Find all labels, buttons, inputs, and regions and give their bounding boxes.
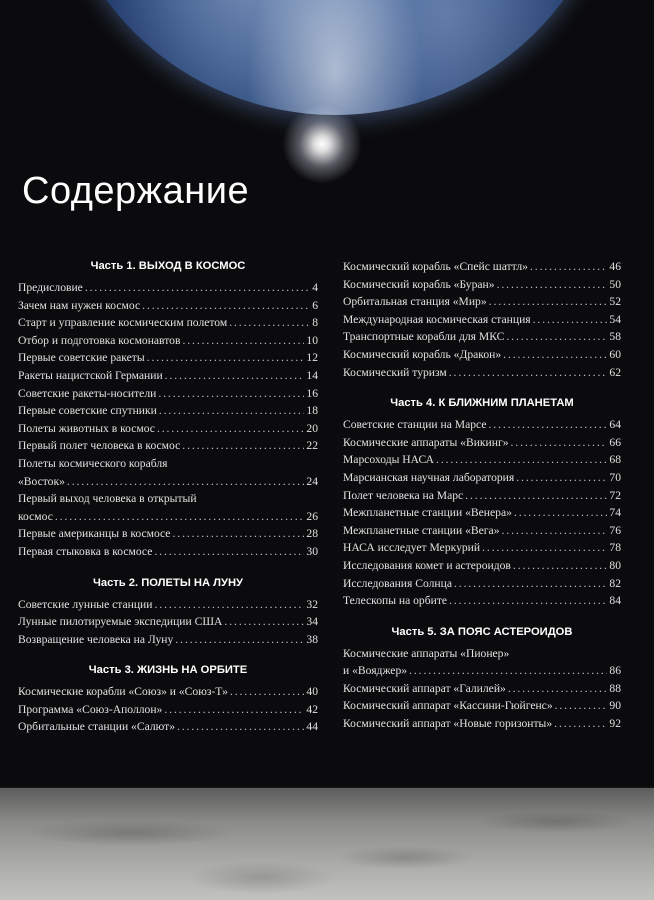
- dot-leader: [85, 279, 310, 297]
- toc-entry: [343, 364, 621, 382]
- dot-leader: [511, 434, 608, 452]
- dot-leader: [224, 613, 304, 631]
- section-heading: Часть 4. К БЛИЖНИМ ПЛАНЕТАМ: [390, 397, 574, 410]
- toc-entry-page: 90: [609, 699, 621, 713]
- toc-entry-title: Космический аппарат «Галилей»: [343, 681, 506, 695]
- toc-entry: [343, 258, 621, 276]
- toc-entry-title: Советские лунные станции: [18, 597, 153, 611]
- toc-entry: [18, 367, 318, 385]
- toc-entry-page: 80: [609, 558, 621, 572]
- dot-leader: [488, 416, 607, 434]
- toc-entry-page: 38: [306, 632, 318, 646]
- toc-entry-page: 4: [312, 281, 318, 294]
- toc-entry-title: и «Вояджер»: [343, 664, 408, 678]
- toc-entry: [18, 473, 318, 491]
- section-heading: Часть 5. ЗА ПОЯС АСТЕРОИДОВ: [391, 625, 573, 638]
- toc-section: [18, 258, 318, 561]
- toc-entry-title: Межпланетные станции «Вега»: [343, 523, 500, 537]
- dot-leader: [454, 575, 607, 593]
- toc-entry: [18, 314, 318, 332]
- toc-entry-title: Космический туризм: [343, 365, 447, 379]
- toc-entry-line: Полеты космического корабля: [18, 456, 168, 470]
- toc-entry: [343, 346, 621, 364]
- toc-entry-title: Отбор и подготовка космонавтов: [18, 333, 181, 347]
- toc-entry-title: Первые советские спутники: [18, 404, 157, 418]
- toc-entry-page: 92: [609, 717, 621, 731]
- toc-entry-title: Марсианская научная лаборатория: [343, 470, 515, 484]
- toc-entry-page: 58: [609, 330, 621, 344]
- toc-entry: [343, 451, 621, 469]
- toc-entry-page: 54: [609, 312, 621, 326]
- toc-entry-line: Космические аппараты «Пионер»: [343, 646, 510, 660]
- toc-entry-title: Орбитальные станции «Салют»: [18, 720, 175, 734]
- toc-entry: [18, 543, 318, 561]
- toc-entry-page: 72: [609, 488, 621, 502]
- toc-entry-page: 18: [306, 404, 318, 418]
- dot-leader: [497, 276, 608, 294]
- toc-entry-title: НАСА исследует Меркурий: [343, 541, 481, 555]
- toc-section: [343, 624, 621, 733]
- dot-leader: [449, 592, 607, 610]
- dot-leader: [554, 715, 607, 733]
- toc-entry-page: 76: [609, 523, 621, 537]
- dot-leader: [154, 543, 304, 561]
- toc-entry-title: Космический аппарат «Новые горизонты»: [343, 717, 553, 731]
- dot-leader: [513, 557, 608, 575]
- toc-entry-title: Транспортные корабли для МКС: [343, 330, 505, 344]
- moon-surface-image: [0, 788, 654, 900]
- dot-leader: [164, 701, 304, 719]
- toc-entry: [18, 297, 318, 315]
- toc-entry: [18, 683, 318, 701]
- toc-entry-title: Ракеты нацистской Германии: [18, 368, 163, 382]
- toc-entry-title: Телескопы на орбите: [343, 594, 448, 608]
- toc-entry-page: 66: [609, 435, 621, 449]
- toc-section: [343, 395, 621, 610]
- toc-entry: [343, 557, 621, 575]
- dot-leader: [182, 437, 304, 455]
- dot-leader: [67, 473, 305, 491]
- dot-leader: [172, 525, 304, 543]
- toc-entry-title: Космический аппарат «Кассини-Гюйгенс»: [343, 699, 553, 713]
- page-title: Содержание: [22, 170, 250, 212]
- toc-entry-title: Предисловие: [18, 281, 83, 294]
- toc-entry-title: Космический корабль «Спейс шаттл»: [343, 260, 528, 273]
- sun-glare: [282, 104, 362, 184]
- dot-leader: [159, 402, 305, 420]
- toc-entry-title: Исследования комет и астероидов: [343, 558, 511, 572]
- dot-leader: [175, 631, 304, 649]
- dot-leader: [55, 508, 305, 526]
- dot-leader: [182, 332, 304, 350]
- toc-entry-page: 82: [609, 576, 621, 590]
- toc-entry: [18, 718, 318, 736]
- toc-entry: [18, 525, 318, 543]
- dot-leader: [516, 469, 607, 487]
- dot-leader: [489, 293, 608, 311]
- toc-entry: [343, 487, 621, 505]
- section-heading: Часть 1. ВЫХОД В КОСМОС: [90, 260, 246, 272]
- toc-entry-title: Космические корабли «Союз» и «Союз-Т»: [18, 685, 228, 699]
- toc-entry-page: 52: [609, 295, 621, 309]
- toc-entry-page: 8: [312, 316, 318, 330]
- toc-entry-page: 34: [306, 615, 318, 629]
- toc-entry: [343, 416, 621, 434]
- toc-entry-page: 24: [306, 474, 318, 488]
- toc-entry: [18, 332, 318, 350]
- dot-leader: [530, 258, 607, 276]
- toc-left-column: [18, 258, 318, 750]
- toc-entry: [18, 596, 318, 614]
- dot-leader: [502, 522, 608, 540]
- toc-entry-title: космос: [18, 509, 53, 523]
- toc-entry: [343, 328, 621, 346]
- toc-entry-title: Марсоходы НАСА: [343, 453, 435, 467]
- toc-entry: [18, 385, 318, 403]
- toc-entry-page: 14: [306, 368, 318, 382]
- toc-entry: [18, 420, 318, 438]
- toc-entry: [18, 349, 318, 367]
- dot-leader: [503, 346, 607, 364]
- toc-entry-title: Старт и управление космическим полетом: [18, 316, 228, 330]
- toc-entry-title: Зачем нам нужен космос: [18, 298, 141, 312]
- toc-entry: [343, 592, 621, 610]
- toc-entry: [343, 276, 621, 294]
- dot-leader: [506, 328, 607, 346]
- toc-entry: [343, 311, 621, 329]
- toc-entry: [18, 701, 318, 719]
- toc-entry: [343, 434, 621, 452]
- toc-entry-title: «Восток»: [18, 474, 65, 488]
- toc-entry: [343, 504, 621, 522]
- toc-entry-page: 6: [312, 298, 318, 312]
- toc-entry-page: 16: [306, 386, 318, 400]
- toc-entry-page: 32: [306, 597, 318, 611]
- dot-leader: [177, 718, 304, 736]
- toc-entry-page: 60: [609, 347, 621, 361]
- toc-entry-page: 28: [306, 527, 318, 541]
- toc-entry-page: 44: [306, 720, 318, 734]
- toc-entry: [343, 539, 621, 557]
- toc-entry-page: 46: [609, 260, 621, 273]
- toc-entry-page: 62: [609, 365, 621, 379]
- toc-entry-page: 40: [306, 685, 318, 699]
- dot-leader: [508, 680, 608, 698]
- toc-entry: [343, 715, 621, 733]
- toc-entry-title: Космические аппараты «Викинг»: [343, 435, 509, 449]
- toc-right-column: [343, 258, 621, 747]
- toc-entry-title: Советские станции на Марсе: [343, 418, 487, 432]
- toc-entry-page: 10: [306, 333, 318, 347]
- toc-section: [18, 662, 318, 736]
- toc-entry-page: 20: [306, 421, 318, 435]
- toc-entry: [343, 680, 621, 698]
- toc-entry-title: Программа «Союз-Аполлон»: [18, 702, 163, 716]
- toc-entry-title: Первые советские ракеты: [18, 351, 145, 365]
- dot-leader: [533, 311, 608, 329]
- dot-leader: [142, 297, 310, 315]
- dot-leader: [514, 504, 608, 522]
- dot-leader: [482, 539, 607, 557]
- toc-entry-page: 70: [609, 470, 621, 484]
- toc-entry-page: 12: [306, 351, 318, 365]
- toc-entry: [343, 697, 621, 715]
- toc-entry-title: Исследования Солнца: [343, 576, 452, 590]
- toc-entry: [18, 508, 318, 526]
- toc-entry-title: Возвращение человека на Луну: [18, 632, 174, 646]
- toc-entry-title: Лунные пилотируемые экспедиции США: [18, 615, 223, 629]
- toc-entry-title: Космический корабль «Буран»: [343, 277, 495, 291]
- toc-entry-title: Полеты животных в космос: [18, 421, 155, 435]
- toc-entry-page: 30: [306, 544, 318, 558]
- toc-entry: [18, 402, 318, 420]
- toc-entry-page: 86: [609, 664, 621, 678]
- dot-leader: [409, 662, 607, 680]
- toc-entry-page: 78: [609, 541, 621, 555]
- toc-entry-title: Первый полет человека в космос: [18, 439, 181, 453]
- dot-leader: [436, 451, 607, 469]
- toc-entry: [343, 522, 621, 540]
- toc-entry: [343, 662, 621, 680]
- toc-entry-line: Первый выход человека в открытый: [18, 492, 197, 506]
- toc-entry-title: Полет человека на Марс: [343, 488, 464, 502]
- toc-entry-page: 64: [609, 418, 621, 432]
- toc-entry-title: Орбитальная станция «Мир»: [343, 295, 487, 309]
- earth-image: [55, 0, 615, 115]
- toc-entry: [343, 293, 621, 311]
- toc-entry-page: 84: [609, 594, 621, 608]
- toc-entry-title: Первые американцы в космосе: [18, 527, 171, 541]
- toc-entry: [18, 631, 318, 649]
- toc-entry: [18, 613, 318, 631]
- section-heading: Часть 3. ЖИЗНЬ НА ОРБИТЕ: [88, 664, 248, 677]
- toc-section: [343, 258, 621, 381]
- dot-leader: [230, 683, 305, 701]
- dot-leader: [147, 349, 305, 367]
- dot-leader: [449, 364, 608, 382]
- toc-entry-page: 68: [609, 453, 621, 467]
- toc-entry-page: 22: [306, 439, 318, 453]
- toc-entry-page: 50: [609, 277, 621, 291]
- toc-entry: [18, 437, 318, 455]
- dot-leader: [229, 314, 310, 332]
- toc-entry-title: Советские ракеты-носители: [18, 386, 157, 400]
- dot-leader: [157, 420, 304, 438]
- toc-entry: [18, 279, 318, 297]
- toc-entry-page: 26: [306, 509, 318, 523]
- toc-entry-title: Первая стыковка в космосе: [18, 544, 153, 558]
- dot-leader: [165, 367, 305, 385]
- dot-leader: [555, 697, 608, 715]
- toc-entry-title: Межпланетные станции «Венера»: [343, 506, 512, 520]
- dot-leader: [158, 385, 304, 403]
- toc-section: [18, 575, 318, 649]
- toc-entry: [343, 469, 621, 487]
- dot-leader: [465, 487, 607, 505]
- toc-entry-title: Космический корабль «Дракон»: [343, 347, 502, 361]
- toc-entry-page: 42: [306, 702, 318, 716]
- toc-entry: [343, 575, 621, 593]
- section-heading: Часть 2. ПОЛЕТЫ НА ЛУНУ: [93, 576, 243, 589]
- toc-entry-page: 88: [609, 681, 621, 695]
- toc-entry-title: Международная космическая станция: [343, 312, 531, 326]
- toc-entry-page: 74: [609, 506, 621, 520]
- dot-leader: [154, 596, 304, 614]
